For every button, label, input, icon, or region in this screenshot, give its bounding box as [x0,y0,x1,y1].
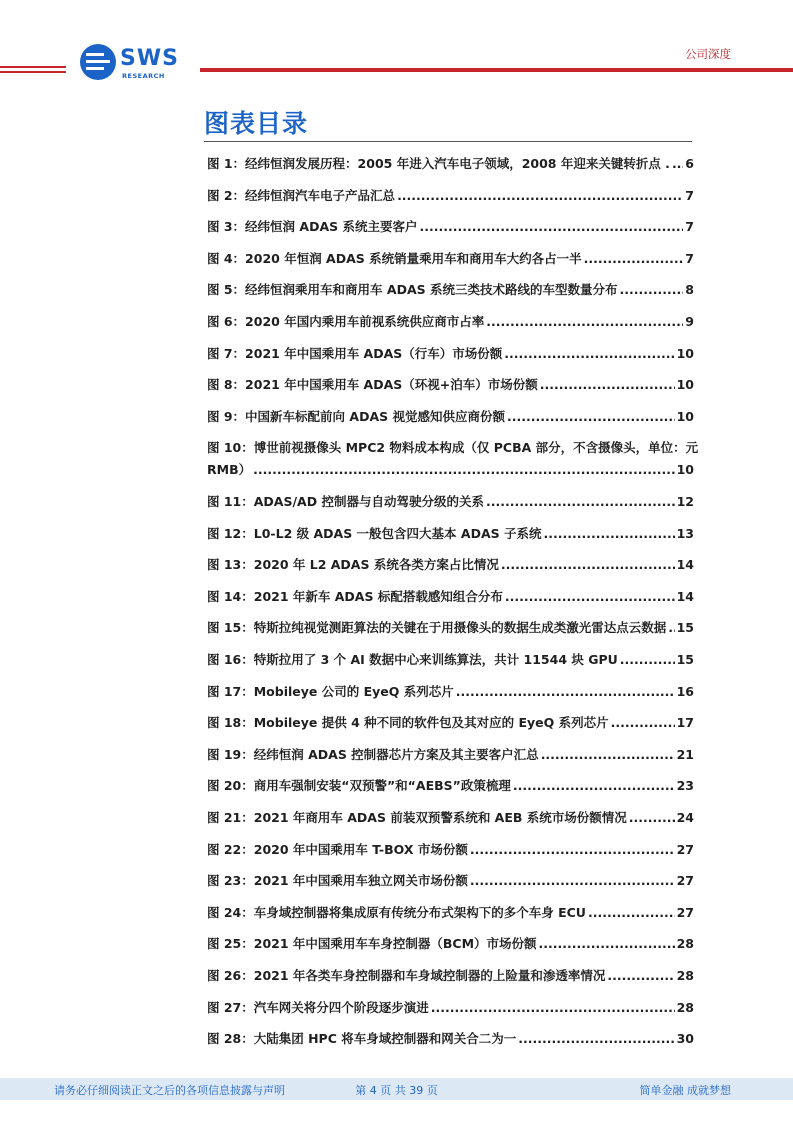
toc-entry[interactable] [207,904,694,922]
toc-entry-page: 28 [676,999,694,1015]
toc-entry-page: 10 [676,377,694,393]
toc-entry-title: 图 22：2020 年中国乘用车 T-BOX 市场份额 [207,841,468,857]
dot-leader [253,461,675,479]
toc-entry-title: 图 16：特斯拉用了 3 个 AI 数据中心来训练算法，共计 11544 块 GPU [207,652,618,667]
toc-entry-page: 24 [676,810,694,825]
dot-leader [470,841,675,859]
toc-entry[interactable] [207,872,694,890]
toc-entry-page: 13 [676,525,694,541]
toc-entry[interactable] [207,619,694,637]
toc-entry-page: 14 [676,588,694,604]
dot-leader [486,493,675,511]
toc-entry-page: 28 [676,968,694,983]
toc-entry-title: 图 7：2021 年中国乘用车 ADAS（行车）市场份额 [207,345,503,361]
toc-entry-page: 9 [685,314,694,329]
dot-leader [672,155,683,173]
toc-entry-title: 图 13：2020 年 L2 ADAS 系统各类方案占比情况 [207,557,499,573]
toc-entry[interactable] [207,493,694,511]
dot-leader [541,746,675,764]
dot-leader [456,683,675,701]
toc-entry[interactable] [207,809,694,827]
toc-entry-title: 图 2：经纬恒润汽车电子产品汇总 [207,187,396,203]
sws-logo-icon [80,44,116,80]
toc-entry-title: 图 8：2021 年中国乘用车 ADAS（环视+泊车）市场份额 [207,377,538,393]
toc-entry[interactable] [207,525,694,543]
dot-leader [540,376,675,394]
toc-entry[interactable] [207,714,694,732]
header-rule [200,68,793,72]
toc-entry-title: 图 3：经纬恒润 ADAS 系统主要客户 [207,219,418,235]
dot-leader [611,714,675,732]
toc-entry-title: 图 1：经纬恒润发展历程：2005 年进入汽车电子领域，2008 年迎来关键转折点 . [207,156,670,171]
logo-text: SWS [120,46,179,71]
toc-entry-title: 图 4：2020 年恒润 ADAS 系统销量乘用车和商用车大约各占一半 [207,250,582,266]
toc-entry-page: 10 [676,408,694,424]
toc-entry-page: 10 [676,462,694,478]
toc-entry-title: 图 15：特斯拉纯视觉测距算法的关键在于用摄像头的数据生成类激光雷达点云数据 [207,620,667,636]
dot-leader [431,999,675,1017]
dot-leader [507,408,675,426]
toc-entry-title: 图 20：商用车强制安装“双预警”和“AEBS”政策梳理 [207,778,511,794]
header-rule [0,71,66,73]
toc-entry[interactable] [207,408,694,426]
toc-entry-title: 图 25：2021 年中国乘用车车身控制器（BCM）市场份额 [207,936,537,952]
dot-leader [504,345,674,363]
toc-entry[interactable] [207,281,694,299]
sws-logo [80,44,190,84]
dot-leader [619,281,683,299]
dot-leader [513,777,675,795]
toc-entry[interactable] [207,841,694,859]
logo-subtext: RESEARCH [122,72,165,80]
dot-leader [668,619,674,637]
toc-entry-title: 图 27：汽车网关将分四个阶段逐步演进 [207,999,429,1015]
toc-entry-page: 21 [676,746,694,762]
toc-entry-page: 7 [685,250,694,266]
toc-entry-title: 图 5：经纬恒润乘用车和商用车 ADAS 系统三类技术路线的车型数量分布 [207,282,618,298]
dot-leader [543,525,674,543]
toc-entry[interactable] [207,345,694,363]
toc-entry-title: 图 19：经纬恒润 ADAS 控制器芯片方案及其主要客户汇总 [207,746,539,762]
toc-entry-page: 23 [676,778,694,794]
toc-entry[interactable] [207,313,694,331]
page-number: 第 4 页 共 39 页 [355,1084,438,1097]
dot-leader [607,967,674,985]
toc-entry[interactable] [207,376,694,394]
toc-entry[interactable] [207,250,694,268]
dot-leader [518,1030,674,1048]
toc-entry[interactable] [207,777,694,795]
toc-entry-page: 28 [676,936,694,952]
page-header [0,0,793,90]
toc-entry[interactable] [207,651,694,669]
toc-entry-title: 图 28：大陆集团 HPC 将车身域控制器和网关合二为一 [207,1031,517,1047]
toc-entry-title: 图 18：Mobileye 提供 4 种不同的软件包及其对应的 EyeQ 系列芯片 [207,715,609,731]
toc-entry-page: 7 [685,187,694,203]
toc-entry[interactable] [207,439,699,479]
toc-entry[interactable] [207,746,694,764]
toc-entry-page: 16 [676,683,694,699]
page-footer [0,1078,793,1100]
toc-entry-title: 图 14：2021 年新车 ADAS 标配搭载感知组合分布 [207,588,503,604]
toc-entry-page: 27 [676,873,694,889]
dot-leader [539,935,675,953]
dot-leader [501,556,675,574]
toc-entry[interactable] [207,155,694,173]
toc-entry-title: 图 21：2021 年商用车 ADAS 前装双预警系统和 AEB 系统市场份额情况 [207,810,627,825]
dot-leader [486,313,683,331]
toc-entry-page: 17 [676,715,694,731]
toc-entry[interactable] [207,999,694,1017]
dot-leader [620,651,675,669]
toc-entry[interactable] [207,556,694,574]
toc-entry-page: 10 [676,345,694,361]
toc-entry[interactable] [207,588,694,606]
report-type-tag: 公司深度 [685,47,731,61]
toc-entry-title: 图 17：Mobileye 公司的 EyeQ 系列芯片 [207,683,454,699]
dot-leader [419,218,683,236]
toc-entry-title: 图 9：中国新车标配前向 ADAS 视觉感知供应商份额 [207,408,505,424]
toc-entry-page: 30 [676,1031,694,1047]
toc-entry[interactable] [207,935,694,953]
toc-entry[interactable] [207,1030,694,1048]
dot-leader [397,187,683,205]
toc-entry-page: 8 [685,282,694,298]
dot-leader [470,872,675,890]
toc-entry[interactable] [207,187,694,205]
toc-entry-title: 图 24：车身域控制器将集成原有传统分布式架构下的多个车身 ECU [207,904,586,920]
header-rule [0,66,66,68]
title-divider [204,141,692,142]
dot-leader [588,904,675,922]
toc-entry[interactable] [207,967,694,985]
toc-entry-page: 14 [676,557,694,573]
toc-entry-page: 27 [676,904,694,920]
slogan: 简单金融 成就梦想 [639,1084,731,1097]
dot-leader [505,588,675,606]
dot-leader [584,250,684,268]
toc-entry-page: 15 [676,620,694,636]
toc-entry-page: 12 [676,494,694,509]
toc-entry-title: 图 26：2021 年各类车身控制器和车身域控制器的上险量和渗透率情况 [207,968,606,983]
toc-entry-title: 图 10：博世前视摄像头 MPC2 物料成本构成（仅 PCBA 部分，不含摄像头，单位：元 [207,440,699,456]
toc-entry-title: 图 23：2021 年中国乘用车独立网关市场份额 [207,873,468,889]
toc-entry-title-cont: RMB） [207,462,252,478]
dot-leader [629,809,675,827]
page-title: 图表目录 [204,109,309,138]
toc-entry-title: 图 12：L0-L2 级 ADAS 一般包含四大基本 ADAS 子系统 [207,525,542,541]
toc-entry-page: 7 [685,219,694,235]
toc-entry-title: 图 6：2020 年国内乘用车前视系统供应商市占率 [207,314,485,329]
toc-entry[interactable] [207,683,694,701]
toc-entry-page: 6 [685,156,694,171]
toc-entry[interactable] [207,218,694,236]
toc-entry-title: 图 11：ADAS/AD 控制器与自动驾驶分级的关系 [207,494,484,509]
toc-entry-page: 27 [676,841,694,857]
toc-entry-page: 15 [676,652,694,667]
disclaimer-note: 请务必仔细阅读正文之后的各项信息披露与声明 [54,1084,285,1097]
